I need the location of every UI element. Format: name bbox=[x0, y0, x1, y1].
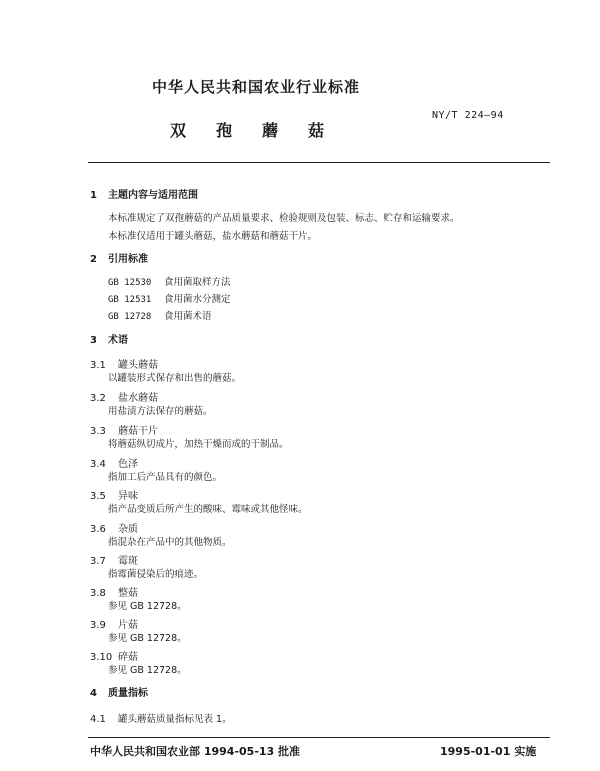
term-definition: 用盐渍方法保存的蘑菇。 bbox=[108, 406, 213, 417]
section-title: 主题内容与适用范围 bbox=[108, 190, 198, 201]
term-definition: 参见 GB 12728。 bbox=[108, 601, 187, 612]
term-definition: 指混杂在产品中的其他物质。 bbox=[108, 537, 232, 548]
term-number: 3.8 bbox=[90, 588, 106, 599]
term-name: 杂质 bbox=[118, 524, 138, 535]
section-title: 引用标准 bbox=[108, 254, 148, 265]
section-3-heading bbox=[90, 331, 128, 346]
term-number: 3.6 bbox=[90, 524, 106, 535]
reference-item bbox=[108, 308, 212, 322]
subsection-text: 罐头蘑菇质量指标见表 1。 bbox=[118, 714, 232, 725]
section-title: 质量指标 bbox=[108, 688, 148, 699]
top-divider bbox=[88, 162, 550, 163]
section-number: 3 bbox=[90, 335, 97, 346]
subsection-4-1 bbox=[90, 707, 232, 726]
reference-title: 食用菌水分测定 bbox=[164, 294, 231, 305]
section-2-heading bbox=[90, 250, 148, 265]
term-name: 蘑菇干片 bbox=[118, 426, 158, 437]
term-name: 盐水蘑菇 bbox=[118, 393, 158, 404]
reference-code: GB 12728 bbox=[108, 312, 152, 322]
term-name: 霉斑 bbox=[118, 556, 138, 567]
term-number: 3.3 bbox=[90, 426, 106, 437]
standard-title: 中华人民共和国农业行业标准 bbox=[152, 78, 361, 96]
reference-title: 食用菌取样方法 bbox=[164, 277, 231, 288]
term-definition: 参见 GB 12728。 bbox=[108, 665, 187, 676]
term-number: 3.10 bbox=[90, 652, 113, 663]
term-number: 3.4 bbox=[90, 459, 106, 470]
term-definition: 以罐装形式保存和出售的蘑菇。 bbox=[108, 373, 242, 384]
document-title: 双孢蘑菇 bbox=[170, 121, 355, 140]
term-number: 3.2 bbox=[90, 393, 106, 404]
approval-line: 中华人民共和国农业部 1994-05-13 批准 bbox=[90, 745, 301, 758]
bottom-divider bbox=[88, 737, 550, 738]
term-definition: 参见 GB 12728。 bbox=[108, 633, 187, 644]
term-number: 3.1 bbox=[90, 360, 106, 371]
reference-code: GB 12530 bbox=[108, 278, 152, 288]
term-name: 色泽 bbox=[118, 459, 138, 470]
reference-item bbox=[108, 274, 231, 288]
reference-title: 食用菌术语 bbox=[164, 311, 212, 322]
term-definition: 指加工后产品具有的颜色。 bbox=[108, 472, 223, 483]
body-line: 本标准仅适用于罐头蘑菇，盐水蘑菇和蘑菇干片。 bbox=[108, 231, 318, 242]
term-definition: 指产品变质后所产生的酸味、霉味或其他怪味。 bbox=[108, 504, 308, 515]
standard-number: NY/T 224—94 bbox=[432, 110, 504, 121]
term-number: 3.9 bbox=[90, 620, 106, 631]
reference-item bbox=[108, 291, 231, 305]
body-line: 本标准规定了双孢蘑菇的产品质量要求、检验规则及包装、标志、贮存和运输要求。 bbox=[108, 213, 460, 224]
term-name: 罐头蘑菇 bbox=[118, 360, 158, 371]
term-number: 3.7 bbox=[90, 556, 106, 567]
section-1-heading bbox=[90, 186, 198, 201]
term-number: 3.5 bbox=[90, 491, 106, 502]
term-name: 片菇 bbox=[118, 620, 138, 631]
section-4-heading bbox=[90, 684, 148, 699]
term-name: 异味 bbox=[118, 491, 138, 502]
term-definition: 将蘑菇纵切成片，加热干燥而成的干制品。 bbox=[108, 439, 289, 450]
reference-code: GB 12531 bbox=[108, 295, 152, 305]
subsection-number: 4.1 bbox=[90, 714, 106, 725]
term-name: 碎菇 bbox=[118, 652, 138, 663]
term-definition: 指霉菌侵染后的痕迹。 bbox=[108, 569, 204, 580]
section-number: 2 bbox=[90, 254, 97, 265]
term-name: 整菇 bbox=[118, 588, 138, 599]
section-number: 4 bbox=[90, 688, 97, 699]
section-number: 1 bbox=[90, 190, 97, 201]
section-title: 术语 bbox=[108, 335, 128, 346]
implementation-date: 1995-01-01 实施 bbox=[440, 745, 537, 758]
